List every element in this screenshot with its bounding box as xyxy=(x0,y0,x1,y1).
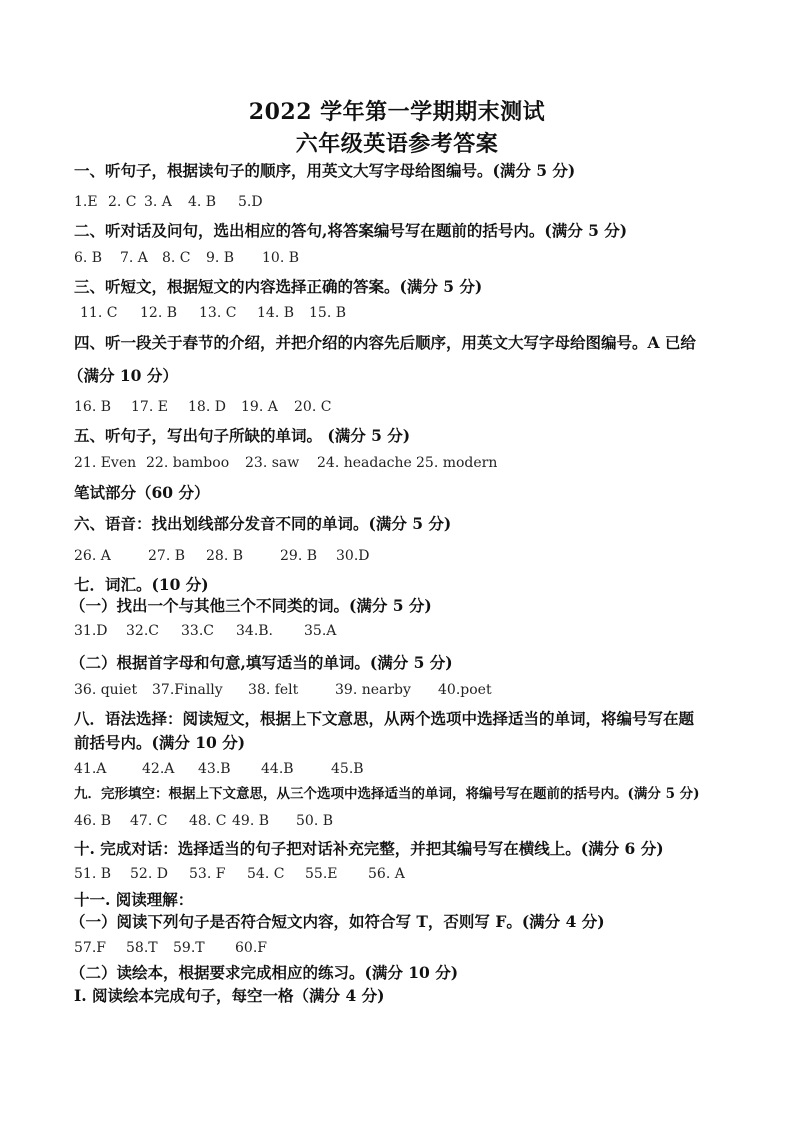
section7a-answers xyxy=(74,624,336,638)
answer-item: 32.C xyxy=(126,623,159,639)
answer-item: 21. Even xyxy=(74,455,137,471)
answer-item: 52. D xyxy=(130,866,168,882)
answer-item: 8. C xyxy=(162,250,191,266)
section2-heading: 二、听对话及问句，选出相应的答句,将答案编号写在题前的括号内。(满分 5 分) xyxy=(74,221,628,240)
answer-item: 20. C xyxy=(294,399,332,415)
answer-item: 11. C xyxy=(80,305,118,321)
answer-item: 60.F xyxy=(235,940,267,956)
answer-item: 31.D xyxy=(74,623,108,639)
section11-heading: 十一. 阅读理解： xyxy=(74,890,194,909)
section4-heading: 四、听一段关于春节的介绍，并把介绍的内容先后顺序，用英文大写字母给图编号。A 已给 xyxy=(74,333,696,352)
answer-item: 4. B xyxy=(188,194,217,210)
section6-heading: 六、语音：找出划线部分发音不同的单词。(满分 5 分) xyxy=(74,514,452,533)
answer-item: 38. felt xyxy=(248,682,299,698)
answer-item: 37.Finally xyxy=(152,682,223,698)
section2-answers xyxy=(74,251,299,265)
answer-item: 56. A xyxy=(368,866,405,882)
answer-item: 3. A xyxy=(144,194,172,210)
answer-item: 42.A xyxy=(142,761,175,777)
section6-answers xyxy=(74,549,370,563)
answer-item: 46. B xyxy=(74,813,112,829)
section5-answers xyxy=(74,456,497,470)
section9-heading: 九．完形填空：根据上下文意思，从三个选项中选择适当的单词，将编号写在题前的括号内。(满分 5 分) xyxy=(74,786,700,802)
answer-item: 25. modern xyxy=(416,455,498,471)
section7b-heading: （二）根据首字母和句意,填写适当的单词。(满分 5 分) xyxy=(70,653,453,672)
answer-item: 53. F xyxy=(189,866,226,882)
answer-item: 13. C xyxy=(199,305,237,321)
answer-item: 19. A xyxy=(241,399,278,415)
answer-item: 7. A xyxy=(120,250,148,266)
page-title-line2: 六年级英语参考答案 xyxy=(295,131,499,157)
answer-item: 40.poet xyxy=(438,682,492,698)
section5-heading: 五、听句子，写出句子所缺的单词。 (满分 5 分) xyxy=(74,426,411,445)
section8-answers xyxy=(74,762,364,776)
answer-item: 23. saw xyxy=(245,455,300,471)
section3-heading: 三、听短文，根据短文的内容选择正确的答案。(满分 5 分) xyxy=(74,277,483,296)
answer-item: 55.E xyxy=(305,866,338,882)
answer-item: 48. C xyxy=(189,813,227,829)
answer-item: 34.B. xyxy=(236,623,274,639)
answer-item: 15. B xyxy=(309,305,347,321)
answer-item: 44.B xyxy=(261,761,294,777)
answer-item: 2. C xyxy=(108,194,137,210)
section11b-heading: （二）读绘本，根据要求完成相应的练习。(满分 10 分) xyxy=(70,963,459,982)
section4-heading-cont: （满分 10 分） xyxy=(68,366,178,385)
section4-answers xyxy=(74,400,331,414)
answer-item: 35.A xyxy=(304,623,337,639)
answer-item: 1.E xyxy=(74,194,98,210)
answer-item: 24. headache xyxy=(317,455,412,471)
section9-answers xyxy=(74,814,333,828)
section8-heading-cont: 前括号内。(满分 10 分) xyxy=(74,733,246,752)
answer-item: 51. B xyxy=(74,866,112,882)
written-part-heading: 笔试部分（60 分） xyxy=(74,483,210,502)
answer-item: 57.F xyxy=(74,940,106,956)
section1-heading: 一、听句子，根据读句子的顺序，用英文大写字母给图编号。(满分 5 分) xyxy=(74,161,576,180)
answer-item: 10. B xyxy=(262,250,300,266)
page-title-line1: 2022 学年第一学期期末测试 xyxy=(248,99,546,125)
answer-item: 28. B xyxy=(206,548,244,564)
answer-item: 18. D xyxy=(188,399,226,415)
section8-heading: 八．语法选择：阅读短文，根据上下文意思，从两个选项中选择适当的单词，将编号写在题 xyxy=(74,709,695,728)
answer-item: 30.D xyxy=(336,548,370,564)
answer-item: 33.C xyxy=(181,623,214,639)
answer-item: 14. B xyxy=(257,305,295,321)
answer-item: 5.D xyxy=(238,194,263,210)
answer-item: 22. bamboo xyxy=(146,455,230,471)
answer-item: 39. nearby xyxy=(335,682,411,698)
answer-item: 59.T xyxy=(173,940,205,956)
answer-item: 29. B xyxy=(280,548,318,564)
section3-answers xyxy=(80,306,346,320)
section1-answers xyxy=(74,195,263,209)
section11b-sub-heading: I. 阅读绘本完成句子，每空一格（满分 4 分) xyxy=(74,986,385,1005)
answer-item: 54. C xyxy=(247,866,285,882)
answer-item: 12. B xyxy=(140,305,178,321)
answer-item: 43.B xyxy=(198,761,231,777)
section7a-heading: （一）找出一个与其他三个不同类的词。(满分 5 分) xyxy=(70,596,432,615)
answer-item: 47. C xyxy=(130,813,168,829)
section10-heading: 十. 完成对话：选择适当的句子把对话补充完整，并把其编号写在横线上。(满分 6 分) xyxy=(74,839,664,858)
section10-answers xyxy=(74,867,405,881)
answer-item: 9. B xyxy=(206,250,235,266)
section7b-answers xyxy=(74,683,492,697)
answer-item: 58.T xyxy=(126,940,158,956)
answer-item: 16. B xyxy=(74,399,112,415)
section11a-answers xyxy=(74,941,267,955)
answer-item: 41.A xyxy=(74,761,107,777)
answer-item: 50. B xyxy=(296,813,334,829)
answer-item: 45.B xyxy=(331,761,364,777)
answer-item: 26. A xyxy=(74,548,111,564)
answer-item: 6. B xyxy=(74,250,103,266)
answer-item: 49. B xyxy=(232,813,270,829)
answer-item: 17. E xyxy=(131,399,168,415)
answer-item: 27. B xyxy=(148,548,186,564)
answer-item: 36. quiet xyxy=(74,682,138,698)
section11a-heading: （一）阅读下列句子是否符合短文内容，如符合写 T，否则写 F。(满分 4 分) xyxy=(70,912,605,931)
section7-heading: 七．词汇。(10 分) xyxy=(74,575,209,594)
